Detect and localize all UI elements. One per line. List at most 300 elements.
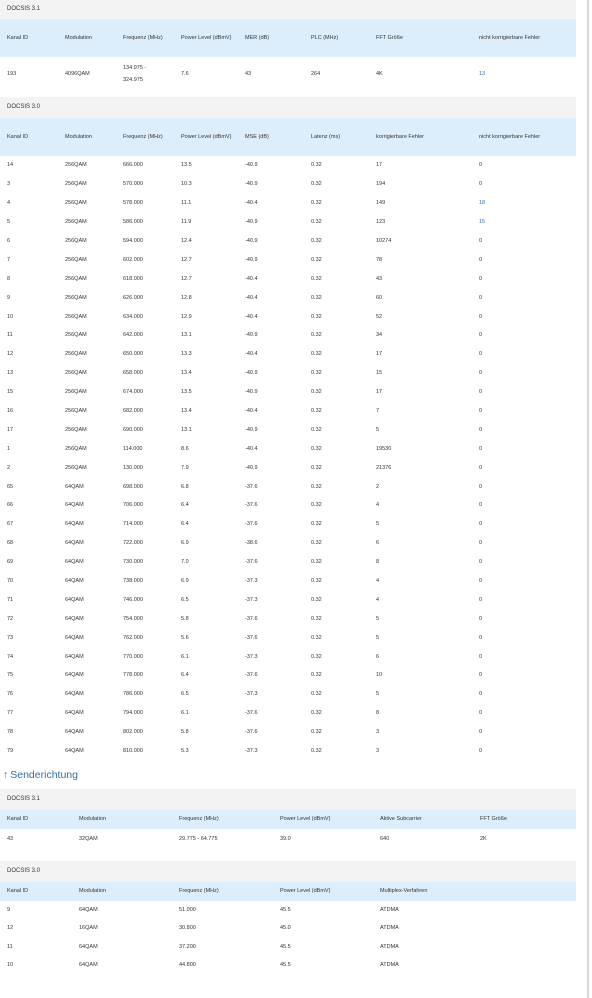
cell-modulation: 256QAM bbox=[65, 200, 87, 207]
table-row bbox=[0, 515, 576, 534]
cell-frequency: 770.000 bbox=[123, 653, 143, 660]
cell-channel-id: 67 bbox=[7, 521, 14, 528]
column-header: Frequenz (MHz) bbox=[116, 118, 174, 156]
column-header: Aktive Subcarrier bbox=[373, 810, 473, 829]
table-row bbox=[0, 383, 576, 402]
cell-frequency: 578.000 bbox=[123, 200, 143, 207]
cell-frequency: 698.000 bbox=[123, 483, 143, 490]
cell-frequency: 44.800 bbox=[179, 962, 196, 969]
cell-latency: 0.32 bbox=[311, 426, 322, 433]
cell-frequency: 738.000 bbox=[123, 578, 143, 585]
cell-mse: -37.3 bbox=[245, 748, 258, 755]
cell-power-level: 13.4 bbox=[181, 370, 192, 377]
cell-uncorrectable-errors: 0 bbox=[479, 672, 483, 679]
cell-latency: 0.32 bbox=[311, 540, 322, 547]
cell-uncorrectable-errors: 0 bbox=[479, 615, 483, 622]
cell-channel-id: 7 bbox=[7, 256, 11, 263]
cell-frequency: 730.000 bbox=[123, 559, 143, 566]
cell-channel-id: 9 bbox=[7, 294, 11, 301]
column-header: Power Level (dBmV) bbox=[174, 118, 238, 156]
cell-frequency: 570.000 bbox=[123, 181, 143, 188]
cell-mse: -40.9 bbox=[245, 219, 258, 226]
table-row bbox=[0, 901, 576, 920]
cell-fft-size: 2K bbox=[480, 835, 487, 842]
cell-correctable-errors: 5 bbox=[376, 691, 380, 698]
cell-latency: 0.32 bbox=[311, 332, 322, 339]
table-row bbox=[0, 919, 576, 938]
table-row bbox=[0, 345, 576, 364]
cell-modulation: 64QAM bbox=[65, 578, 84, 585]
table-header-row bbox=[0, 118, 576, 156]
cell-uncorrectable-errors: 0 bbox=[479, 370, 483, 377]
cell-frequency: 51.000 bbox=[179, 906, 196, 913]
cell-mse: -40.9 bbox=[245, 389, 258, 396]
cell-modulation: 16QAM bbox=[79, 925, 98, 932]
upstream-docsis30-rows bbox=[0, 901, 576, 975]
column-header: Modulation bbox=[72, 882, 172, 901]
cell-channel-id: 77 bbox=[7, 710, 14, 717]
cell-mse: -37.3 bbox=[245, 653, 258, 660]
cell-power-level: 6.9 bbox=[181, 578, 189, 585]
table-header-row bbox=[0, 882, 576, 901]
cell-frequency: 762.000 bbox=[123, 634, 143, 641]
cell-latency: 0.32 bbox=[311, 596, 322, 603]
cell-frequency: 714.000 bbox=[123, 521, 143, 528]
cell-latency: 0.32 bbox=[311, 691, 322, 698]
cell-frequency: 706.000 bbox=[123, 502, 143, 509]
cell-modulation: 64QAM bbox=[65, 748, 84, 755]
cell-correctable-errors: 78 bbox=[376, 256, 383, 263]
cell-power-level: 12.7 bbox=[181, 256, 192, 263]
cell-power-level: 12.9 bbox=[181, 313, 192, 320]
cell-latency: 0.32 bbox=[311, 351, 322, 358]
cell-channel-id: 9 bbox=[7, 906, 11, 913]
cell-mse: -40.9 bbox=[245, 256, 258, 263]
cell-frequency: 650.000 bbox=[123, 351, 143, 358]
cell-latency: 0.32 bbox=[311, 502, 322, 509]
table-row bbox=[0, 420, 576, 439]
cell-channel-id: 16 bbox=[7, 408, 14, 415]
cell-correctable-errors: 2 bbox=[376, 483, 380, 490]
cell-correctable-errors: 5 bbox=[376, 615, 380, 622]
cell-mse: -40.4 bbox=[245, 200, 258, 207]
downstream-docsis31-table bbox=[0, 19, 576, 91]
cell-channel-id: 75 bbox=[7, 672, 14, 679]
table-row bbox=[0, 956, 576, 975]
cell-latency: 0.32 bbox=[311, 653, 322, 660]
cell-power-level: 8.6 bbox=[181, 445, 189, 452]
cell-uncorrectable-errors: 0 bbox=[479, 559, 483, 566]
cell-mse: -37.6 bbox=[245, 729, 258, 736]
cell-frequency: 594.000 bbox=[123, 238, 143, 244]
cell-power-level: 7.9 bbox=[181, 464, 189, 471]
cell-modulation: 64QAM bbox=[79, 906, 98, 913]
cell-channel-id: 79 bbox=[7, 748, 14, 755]
cell-modulation: 256QAM bbox=[65, 275, 87, 282]
cell-channel-id: 69 bbox=[7, 559, 14, 566]
cell-power-level: 7.6 bbox=[181, 71, 189, 77]
cell-channel-id: 5 bbox=[7, 219, 11, 226]
section-label-down-docsis30: DOCSIS 3.0 bbox=[0, 97, 576, 118]
column-header: FFT Größe bbox=[369, 19, 472, 57]
cell-multiplex-method: ATDMA bbox=[380, 925, 399, 932]
cell-channel-id: 70 bbox=[7, 578, 14, 585]
table-row bbox=[0, 57, 576, 91]
cell-frequency: 586.000 bbox=[123, 219, 143, 226]
scrollbar-track[interactable] bbox=[587, 0, 589, 998]
cell-frequency: 29.775 - 64.775 bbox=[179, 835, 218, 842]
column-header: Kanal ID bbox=[0, 19, 58, 57]
cell-power-level: 6.9 bbox=[181, 540, 189, 547]
cell-channel-id: 13 bbox=[7, 370, 14, 377]
table-row bbox=[0, 364, 576, 383]
cell-frequency: 810.000 bbox=[123, 748, 143, 755]
cell-frequency: 642.000 bbox=[123, 332, 143, 339]
cell-channel-id: 14 bbox=[7, 162, 14, 169]
table-row bbox=[0, 647, 576, 666]
column-header: nicht korrigierbare Fehler bbox=[472, 118, 576, 156]
cell-mse: -37.6 bbox=[245, 502, 258, 509]
cell-mse: -40.9 bbox=[245, 426, 258, 433]
cell-modulation: 256QAM bbox=[65, 238, 87, 244]
cell-latency: 0.32 bbox=[311, 275, 322, 282]
cell-power-level: 5.8 bbox=[181, 729, 189, 736]
cell-frequency: 666.000 bbox=[123, 162, 143, 169]
cell-power-level: 5.8 bbox=[181, 615, 189, 622]
cell-power-level: 6.4 bbox=[181, 521, 189, 528]
cell-modulation: 64QAM bbox=[79, 962, 98, 969]
table-row bbox=[0, 496, 576, 515]
cell-correctable-errors: 8 bbox=[376, 559, 380, 566]
table-row bbox=[0, 534, 576, 553]
column-header: Latenz (ms) bbox=[304, 118, 369, 156]
cell-channel-id: 12 bbox=[7, 925, 14, 932]
upstream-docsis30-table bbox=[0, 882, 576, 975]
table-row bbox=[0, 553, 576, 572]
cell-mse: -37.3 bbox=[245, 691, 258, 698]
cell-correctable-errors: 4 bbox=[376, 578, 380, 585]
cell-uncorrectable-errors: 0 bbox=[479, 748, 483, 755]
cell-power-level: 45.0 bbox=[280, 925, 291, 932]
cell-frequency: 746.000 bbox=[123, 596, 143, 603]
column-header: Power Level (dBmV) bbox=[273, 810, 373, 829]
cell-latency: 0.32 bbox=[311, 672, 322, 679]
cell-mse: -40.4 bbox=[245, 313, 258, 320]
cell-mse: -40.9 bbox=[245, 464, 258, 471]
cell-latency: 0.32 bbox=[311, 729, 322, 736]
cell-latency: 0.32 bbox=[311, 578, 322, 585]
cell-correctable-errors: 6 bbox=[376, 540, 380, 547]
cell-frequency: 786.000 bbox=[123, 691, 143, 698]
table-row bbox=[0, 723, 576, 742]
table-row bbox=[0, 307, 576, 326]
cell-power-level: 13.3 bbox=[181, 351, 192, 358]
cell-modulation: 64QAM bbox=[79, 943, 98, 950]
cell-channel-id: 15 bbox=[7, 389, 14, 396]
table-row bbox=[0, 326, 576, 345]
cell-power-level: 6.5 bbox=[181, 691, 189, 698]
cell-uncorrectable-errors: 0 bbox=[479, 634, 483, 641]
cell-latency: 0.32 bbox=[311, 521, 322, 528]
cell-correctable-errors: 52 bbox=[376, 313, 383, 320]
cell-power-level: 6.4 bbox=[181, 672, 189, 679]
cell-uncorrectable-errors: 0 bbox=[479, 483, 483, 490]
cell-uncorrectable-errors: 0 bbox=[479, 238, 483, 244]
column-header: korrigierbare Fehler bbox=[369, 118, 472, 156]
cell-uncorrectable-errors: 0 bbox=[479, 351, 483, 358]
cell-channel-id: 66 bbox=[7, 502, 14, 509]
cell-frequency: 658.000 bbox=[123, 370, 143, 377]
cell-correctable-errors: 10 bbox=[376, 672, 383, 679]
cell-channel-id: 11 bbox=[7, 943, 13, 950]
cell-modulation: 256QAM bbox=[65, 445, 87, 452]
cell-uncorrectable-errors: 0 bbox=[479, 408, 483, 415]
cell-modulation: 256QAM bbox=[65, 389, 87, 396]
table-row bbox=[0, 704, 576, 723]
cell-modulation: 64QAM bbox=[65, 672, 84, 679]
cell-power-level: 45.5 bbox=[280, 962, 291, 969]
cell-channel-id: 11 bbox=[7, 332, 13, 339]
cell-multiplex-method: ATDMA bbox=[380, 943, 399, 950]
column-header: MSE (dB) bbox=[238, 118, 304, 156]
cell-frequency: 30.800 bbox=[179, 925, 196, 932]
cell-uncorrectable-errors: 0 bbox=[479, 445, 483, 452]
cell-channel-id: 6 bbox=[7, 238, 11, 244]
cell-mse: -40.4 bbox=[245, 275, 258, 282]
cell-modulation: 256QAM bbox=[65, 181, 87, 188]
cell-latency: 0.32 bbox=[311, 559, 322, 566]
cell-power-level: 13.1 bbox=[181, 426, 192, 433]
cell-power-level: 11.1 bbox=[181, 200, 192, 207]
cell-channel-id: 78 bbox=[7, 729, 14, 736]
column-header: Kanal ID bbox=[0, 118, 58, 156]
cell-frequency: 802.000 bbox=[123, 729, 143, 736]
cell-frequency: 674.000 bbox=[123, 389, 143, 396]
cell-modulation: 256QAM bbox=[65, 351, 87, 358]
cell-channel-id: 12 bbox=[7, 351, 14, 358]
cell-uncorrectable-errors: 0 bbox=[479, 502, 483, 509]
cell-modulation: 256QAM bbox=[65, 294, 87, 301]
cell-modulation: 64QAM bbox=[65, 483, 84, 490]
column-header: Multiplex-Verfahren bbox=[373, 882, 576, 901]
cell-correctable-errors: 15 bbox=[376, 370, 383, 377]
cell-uncorrectable-errors: 0 bbox=[479, 426, 483, 433]
cell-modulation: 256QAM bbox=[65, 256, 87, 263]
table-header-row bbox=[0, 810, 576, 829]
cell-mse: -40.4 bbox=[245, 445, 258, 452]
cell-channel-id: 76 bbox=[7, 691, 14, 698]
cell-power-level: 12.8 bbox=[181, 294, 192, 301]
cell-modulation: 4096QAM bbox=[65, 71, 90, 77]
table-row bbox=[0, 572, 576, 591]
cell-correctable-errors: 17 bbox=[376, 389, 383, 396]
cell-correctable-errors: 123 bbox=[376, 219, 386, 226]
table-row bbox=[0, 194, 576, 213]
cell-modulation: 256QAM bbox=[65, 219, 87, 226]
cell-uncorrectable-errors: 0 bbox=[479, 275, 483, 282]
cell-modulation: 256QAM bbox=[65, 370, 87, 377]
arrow-up-icon: ↑ bbox=[3, 768, 9, 781]
table-row bbox=[0, 609, 576, 628]
table-row bbox=[0, 232, 576, 251]
cell-channel-id: 3 bbox=[7, 181, 11, 188]
cell-power-level: 10.3 bbox=[181, 181, 192, 188]
cell-mse: -40.9 bbox=[245, 332, 258, 339]
cell-mse: -37.3 bbox=[245, 596, 258, 603]
cell-uncorrectable-errors: 0 bbox=[479, 578, 483, 585]
cell-mse: -37.6 bbox=[245, 559, 258, 566]
cell-latency: 0.32 bbox=[311, 615, 322, 622]
table-row bbox=[0, 288, 576, 307]
cell-frequency: 626.000 bbox=[123, 294, 143, 301]
cell-power-level: 39.0 bbox=[280, 835, 291, 842]
cell-latency: 0.32 bbox=[311, 445, 322, 452]
cell-latency: 0.32 bbox=[311, 464, 322, 471]
table-row bbox=[0, 477, 576, 496]
cell-uncorrectable-errors: 0 bbox=[479, 294, 483, 301]
cell-uncorrectable-errors: 0 bbox=[479, 389, 483, 396]
cell-power-level: 5.3 bbox=[181, 748, 189, 755]
cell-modulation: 64QAM bbox=[65, 596, 84, 603]
cell-power-level: 13.4 bbox=[181, 408, 192, 415]
cell-mer: 43 bbox=[245, 71, 252, 77]
column-header: Power Level (dBmV) bbox=[174, 19, 238, 57]
cell-frequency: 794.000 bbox=[123, 710, 143, 717]
cell-correctable-errors: 8 bbox=[376, 710, 380, 717]
cell-multiplex-method: ATDMA bbox=[380, 962, 399, 969]
cell-latency: 0.32 bbox=[311, 294, 322, 301]
cell-frequency: 634.000 bbox=[123, 313, 143, 320]
cell-correctable-errors: 19530 bbox=[376, 445, 392, 452]
cell-mse: -40.4 bbox=[245, 294, 258, 301]
cell-uncorrectable-errors: 0 bbox=[479, 653, 483, 660]
cell-frequency: 754.000 bbox=[123, 615, 143, 622]
cell-power-level: 6.1 bbox=[181, 653, 189, 660]
cell-mse: -40.4 bbox=[245, 351, 258, 358]
column-header: Kanal ID bbox=[0, 882, 72, 901]
section-label-up-docsis30: DOCSIS 3.0 bbox=[0, 861, 576, 882]
cell-latency: 0.32 bbox=[311, 200, 322, 207]
cell-channel-id: 193 bbox=[7, 71, 17, 77]
cell-mse: -37.6 bbox=[245, 521, 258, 528]
cell-correctable-errors: 194 bbox=[376, 181, 386, 188]
table-row bbox=[0, 742, 576, 761]
cell-power-level: 12.7 bbox=[181, 275, 192, 282]
cell-latency: 0.32 bbox=[311, 483, 322, 490]
cell-mse: -38.6 bbox=[245, 540, 258, 547]
table-row bbox=[0, 666, 576, 685]
cell-frequency: 114.000 bbox=[123, 445, 143, 452]
cell-power-level: 6.4 bbox=[181, 502, 189, 509]
table-row bbox=[0, 938, 576, 957]
cell-channel-id: 2 bbox=[7, 464, 11, 471]
cell-power-level: 6.1 bbox=[181, 710, 189, 717]
column-header: Modulation bbox=[72, 810, 172, 829]
cell-modulation: 64QAM bbox=[65, 521, 84, 528]
cell-correctable-errors: 3 bbox=[376, 748, 380, 755]
cell-uncorrectable-errors: 0 bbox=[479, 332, 483, 339]
cell-frequency: 602.000 bbox=[123, 256, 143, 263]
column-header: FFT Größe bbox=[473, 810, 576, 829]
cell-latency: 0.32 bbox=[311, 408, 322, 415]
cell-modulation: 256QAM bbox=[65, 162, 87, 169]
table-row bbox=[0, 213, 576, 232]
cell-channel-id: 43 bbox=[7, 835, 14, 842]
cell-mse: -37.6 bbox=[245, 634, 258, 641]
cell-fft-size: 4K bbox=[376, 71, 383, 77]
spacer bbox=[0, 849, 576, 861]
table-row bbox=[0, 590, 576, 609]
cell-plc: 264 bbox=[311, 71, 321, 77]
cell-modulation: 64QAM bbox=[65, 653, 84, 660]
column-header: Frequenz (MHz) bbox=[116, 19, 174, 57]
cell-modulation: 64QAM bbox=[65, 691, 84, 698]
cell-power-level: 12.4 bbox=[181, 238, 192, 244]
cell-latency: 0.32 bbox=[311, 748, 322, 755]
table-row bbox=[0, 402, 576, 421]
cell-modulation: 256QAM bbox=[65, 313, 87, 320]
cell-correctable-errors: 21376 bbox=[376, 464, 392, 471]
column-header: nicht korrigierbare Fehler bbox=[472, 19, 576, 57]
cell-multiplex-method: ATDMA bbox=[380, 906, 399, 913]
cell-uncorrectable-errors: 0 bbox=[479, 181, 483, 188]
table-row bbox=[0, 439, 576, 458]
cell-channel-id: 68 bbox=[7, 540, 14, 547]
cell-latency: 0.32 bbox=[311, 238, 322, 244]
cell-uncorrectable-errors: 15 bbox=[479, 219, 486, 226]
downstream-docsis30-table bbox=[0, 118, 576, 761]
cell-frequency: 134.975 - 324.975 bbox=[123, 65, 147, 83]
cell-mse: -37.3 bbox=[245, 578, 258, 585]
cell-correctable-errors: 17 bbox=[376, 351, 383, 358]
cell-modulation: 64QAM bbox=[65, 729, 84, 736]
cell-channel-id: 72 bbox=[7, 615, 14, 622]
cell-modulation: 256QAM bbox=[65, 426, 87, 433]
cell-mse: -40.4 bbox=[245, 408, 258, 415]
cell-uncorrectable-errors: 13 bbox=[479, 71, 486, 77]
cell-uncorrectable-errors: 0 bbox=[479, 540, 483, 547]
cell-latency: 0.32 bbox=[311, 389, 322, 396]
cell-modulation: 256QAM bbox=[65, 408, 87, 415]
cell-correctable-errors: 5 bbox=[376, 521, 380, 528]
cell-frequency: 682.000 bbox=[123, 408, 143, 415]
cell-power-level: 45.5 bbox=[280, 906, 291, 913]
cell-correctable-errors: 3 bbox=[376, 729, 380, 736]
cell-latency: 0.32 bbox=[311, 181, 322, 188]
column-header: Frequenz (MHz) bbox=[172, 882, 273, 901]
column-header: MER (dB) bbox=[238, 19, 304, 57]
column-header: Modulation bbox=[58, 118, 116, 156]
cell-mse: -40.9 bbox=[245, 162, 258, 169]
column-header: Modulation bbox=[58, 19, 116, 57]
cell-correctable-errors: 60 bbox=[376, 294, 383, 301]
cell-correctable-errors: 5 bbox=[376, 634, 380, 641]
cell-frequency: 778.000 bbox=[123, 672, 143, 679]
cell-correctable-errors: 5 bbox=[376, 426, 380, 433]
cell-frequency: 722.000 bbox=[123, 540, 143, 547]
cell-modulation: 64QAM bbox=[65, 540, 84, 547]
table-row bbox=[0, 685, 576, 704]
cell-channel-id: 71 bbox=[7, 596, 14, 603]
upstream-heading[interactable]: ↑ Senderichtung bbox=[3, 768, 78, 781]
cell-uncorrectable-errors: 0 bbox=[479, 162, 483, 169]
table-row bbox=[0, 628, 576, 647]
cell-uncorrectable-errors: 0 bbox=[479, 691, 483, 698]
cell-latency: 0.32 bbox=[311, 162, 322, 169]
cell-modulation: 64QAM bbox=[65, 710, 84, 717]
cell-correctable-errors: 149 bbox=[376, 200, 386, 207]
table-row bbox=[0, 829, 576, 849]
